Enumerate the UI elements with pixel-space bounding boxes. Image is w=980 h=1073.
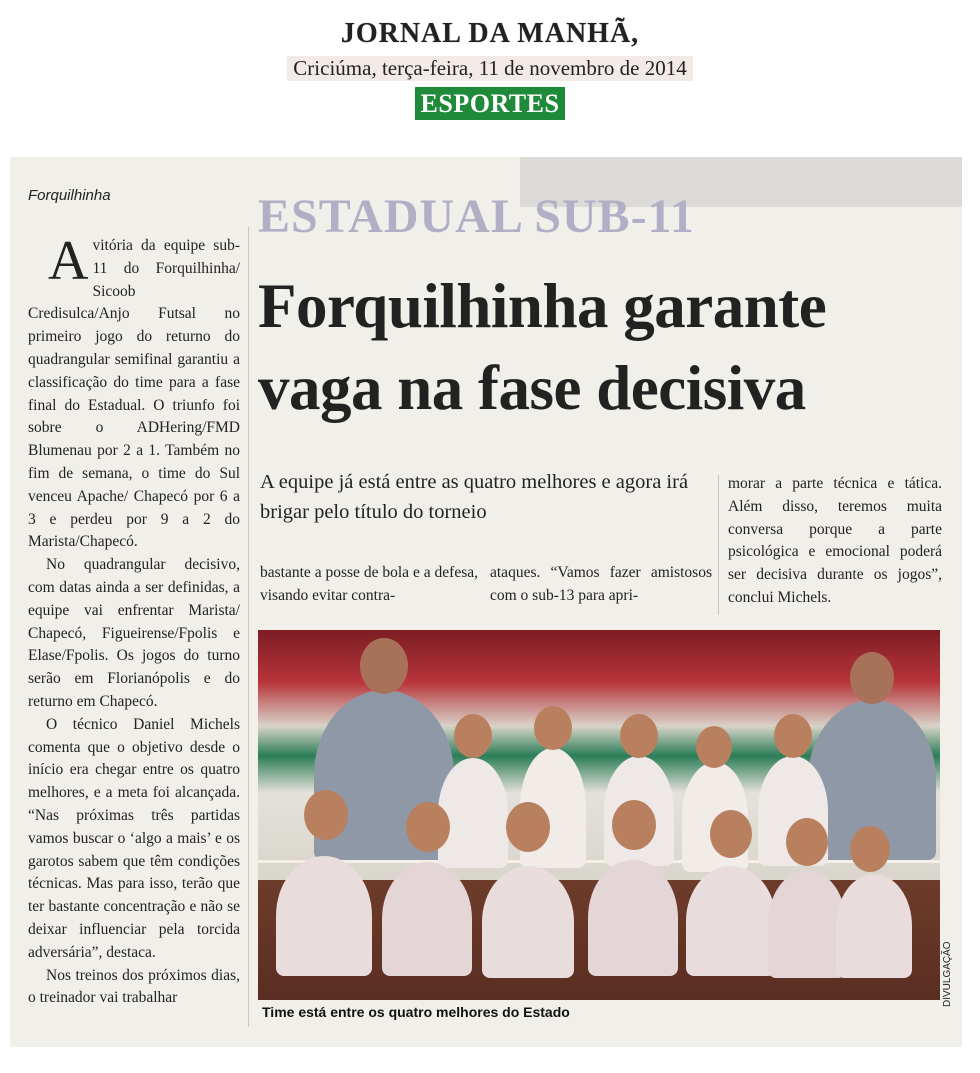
player	[686, 866, 776, 976]
player-head	[406, 802, 450, 852]
player-head	[534, 706, 572, 750]
player	[438, 758, 508, 868]
article-kicker: Forquilhinha	[28, 187, 111, 204]
player-head	[850, 826, 890, 872]
team-photo	[258, 630, 940, 1000]
drop-cap: A	[48, 230, 89, 292]
headline-line-1: Forquilhinha garante	[258, 271, 827, 341]
deck-subheadline: A equipe já está entre as quatro melhores e agora irá brigar pelo título do torneio	[260, 471, 689, 523]
player-head	[620, 714, 658, 758]
dateline: Criciúma, terça-feira, 11 de novembro de 2014	[287, 56, 692, 81]
headline	[258, 265, 958, 429]
left-column	[28, 230, 240, 1010]
paragraph-1: Avitória da equipe sub-11 do Forquilhinha/ Sicoob Credisulca/Anjo Futsal no primeiro jogo do returno do quadrangular semifinal garantiu a classificação do time para a fase final do Estadual. O triunfo foi sobre o ADHering/FMD Blumenau por 2 a 1. Também no fim de semana, o time do Sul venceu Apache/ Chapecó por 6 a 3 e perdeu por 9 a 2 do Marista/Chapecó.	[28, 230, 240, 551]
paragraph-4: Nos treinos dos próximos dias, o treinador vai trabalhar	[28, 966, 240, 1007]
player-head	[304, 790, 348, 840]
player-head	[696, 726, 732, 768]
court-line	[258, 860, 940, 863]
body-column-c: morar a parte técnica e tática. Além disso, teremos muita conversa porque a parte psicológica e emocional poderá ser decisiva durante os jogos”, conclui Michels.	[728, 475, 942, 606]
body-column-a: bastante a posse de bola e a defesa, visando evitar contra-	[260, 564, 478, 604]
paragraph-3: O técnico Daniel Michels comenta que o objetivo desde o início era chegar entre os quatro melhores, e a meta foi alcançada. “Nas próximas três partidas vamos buscar o ‘algo a mais’ e os garotos sabem que têm condições técnicas. Mas para isso, terão que ter bastante concentração e não se deixar influenciar pela torcida adversária”, destaca.	[28, 715, 240, 961]
photo-caption: Time está entre os quatro melhores do Estado	[262, 1004, 570, 1020]
player	[836, 874, 912, 978]
coach-right-head	[850, 652, 894, 704]
player	[482, 866, 574, 978]
article-tag: ESTADUAL SUB-11	[258, 190, 695, 243]
masthead	[0, 18, 980, 120]
player-head	[506, 802, 550, 852]
coach-left-head	[360, 638, 408, 694]
body-column-b: ataques. “Vamos fazer amistosos com o sub-13 para apri-	[490, 564, 712, 604]
paragraph-2: No quadrangular decisivo, com datas ainda a ser definidas, a equipe vai enfrentar Marista/ Chapecó, Figueirense/Fpolis e Elase/Fpolis. Os jogos do turno serão em Florianópolis e do returno em Chapecó.	[28, 556, 240, 710]
player-head	[612, 800, 656, 850]
player	[768, 870, 846, 978]
column-rule	[248, 227, 249, 1027]
photo-credit: DIVULGAÇÃO	[942, 941, 953, 1007]
column-rule	[718, 475, 719, 615]
player-head	[710, 810, 752, 858]
headline-line-2: vaga na fase decisiva	[258, 353, 806, 423]
section-label: ESPORTES	[415, 87, 566, 120]
player	[588, 860, 678, 976]
newspaper-clipping	[10, 157, 962, 1047]
player	[276, 856, 372, 976]
player	[382, 862, 472, 976]
player-head	[786, 818, 828, 866]
newspaper-name: JORNAL DA MANHÃ,	[340, 18, 640, 49]
player-head	[454, 714, 492, 758]
player-head	[774, 714, 812, 758]
